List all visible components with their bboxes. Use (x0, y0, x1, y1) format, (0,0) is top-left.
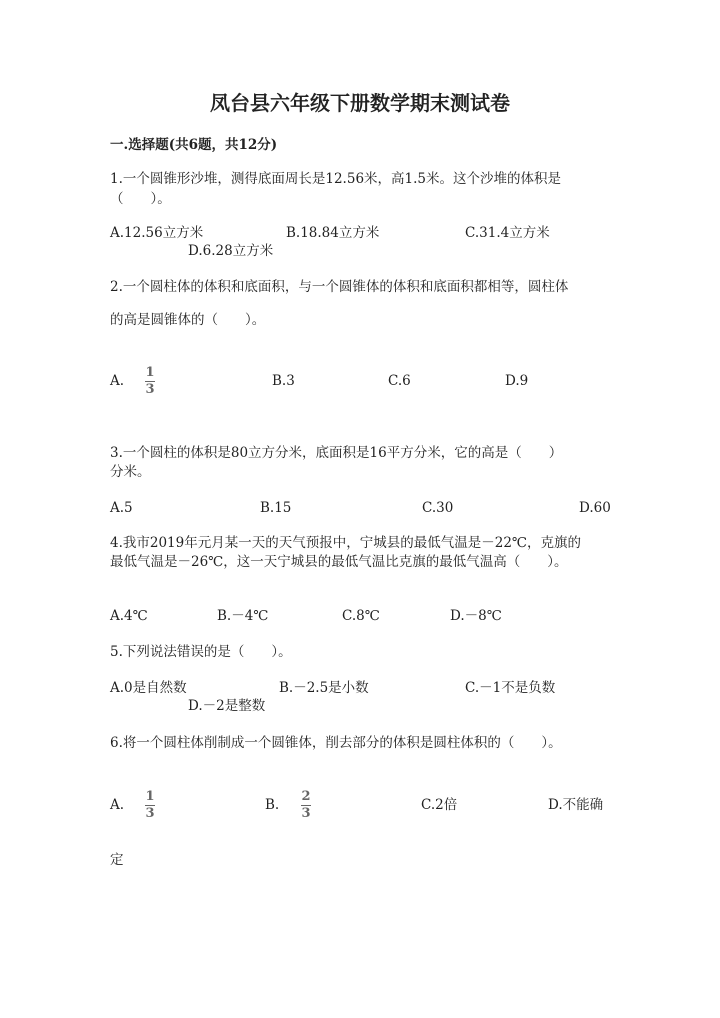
question-stem: 的高是圆锥体的（ ）。 (110, 312, 266, 328)
option-b[interactable]: B.18.84立方米 (286, 225, 380, 241)
option-c[interactable]: C.31.4立方米 (465, 225, 550, 241)
page-title: 凤台县六年级下册数学期末测试卷 (210, 91, 510, 115)
option-b[interactable]: B.3 (272, 373, 295, 389)
option-d[interactable]: D.6.28立方米 (188, 243, 274, 259)
fraction-one-third (145, 790, 155, 821)
question-stem: 1.一个圆锥形沙堆，测得底面周长是12.56米，高1.5米。这个沙堆的体积是 (110, 171, 561, 187)
question-stem: 4.我市2019年元月某一天的天气预报中，宁城县的最低气温是－22℃，克旗的 (110, 535, 582, 551)
option-d-continued: 定 (110, 852, 124, 868)
option-a[interactable]: A. (110, 373, 125, 389)
fraction-denominator: 3 (145, 806, 155, 821)
option-a[interactable]: A.12.56立方米 (110, 225, 204, 241)
fraction-numerator: 1 (145, 789, 155, 804)
option-c[interactable]: C.30 (422, 500, 454, 516)
option-c[interactable]: C.2倍 (421, 797, 458, 813)
option-a[interactable]: A.5 (110, 500, 133, 516)
question-stem: 最低气温是－26℃，这一天宁城县的最低气温比克旗的最低气温高（ ）。 (110, 554, 568, 570)
section-heading: 一.选择题(共6题，共12分) (110, 137, 278, 153)
fraction-numerator: 2 (301, 789, 311, 804)
question-stem: 3.一个圆柱的体积是80立方分米，底面积是16平方分米，它的高是（ ） (110, 445, 563, 461)
option-c[interactable]: C.8℃ (342, 608, 380, 624)
option-a[interactable]: A.0是自然数 (110, 680, 187, 696)
question-stem: 5.下列说法错误的是（ ）。 (110, 644, 292, 660)
question-stem: 6.将一个圆柱体削制成一个圆锥体，削去部分的体积是圆柱体积的（ ）。 (110, 735, 562, 751)
fraction-one-third (145, 366, 155, 397)
fraction-numerator: 1 (145, 365, 155, 380)
option-d[interactable]: D.60 (579, 500, 611, 516)
option-b[interactable]: B.15 (260, 500, 292, 516)
question-stem: （ ）。 (110, 191, 171, 207)
option-a[interactable]: A. (110, 797, 125, 813)
fraction-two-thirds (301, 790, 311, 821)
question-stem: 分米。 (110, 464, 151, 480)
option-b[interactable]: B.－4℃ (217, 608, 269, 624)
option-a[interactable]: A.4℃ (110, 608, 148, 624)
fraction-denominator: 3 (145, 382, 155, 397)
option-d[interactable]: D.9 (505, 373, 529, 389)
option-d[interactable]: D.－2是整数 (188, 698, 266, 714)
option-d[interactable]: D.不能确 (548, 797, 604, 813)
fraction-denominator: 3 (301, 806, 311, 821)
option-b[interactable]: B. (265, 797, 280, 813)
option-c[interactable]: C.－1不是负数 (465, 680, 556, 696)
question-stem: 2.一个圆柱体的体积和底面积，与一个圆锥体的体积和底面积都相等，圆柱体 (110, 279, 569, 295)
option-c[interactable]: C.6 (388, 373, 411, 389)
option-d[interactable]: D.－8℃ (450, 608, 502, 624)
option-b[interactable]: B.－2.5是小数 (279, 680, 369, 696)
